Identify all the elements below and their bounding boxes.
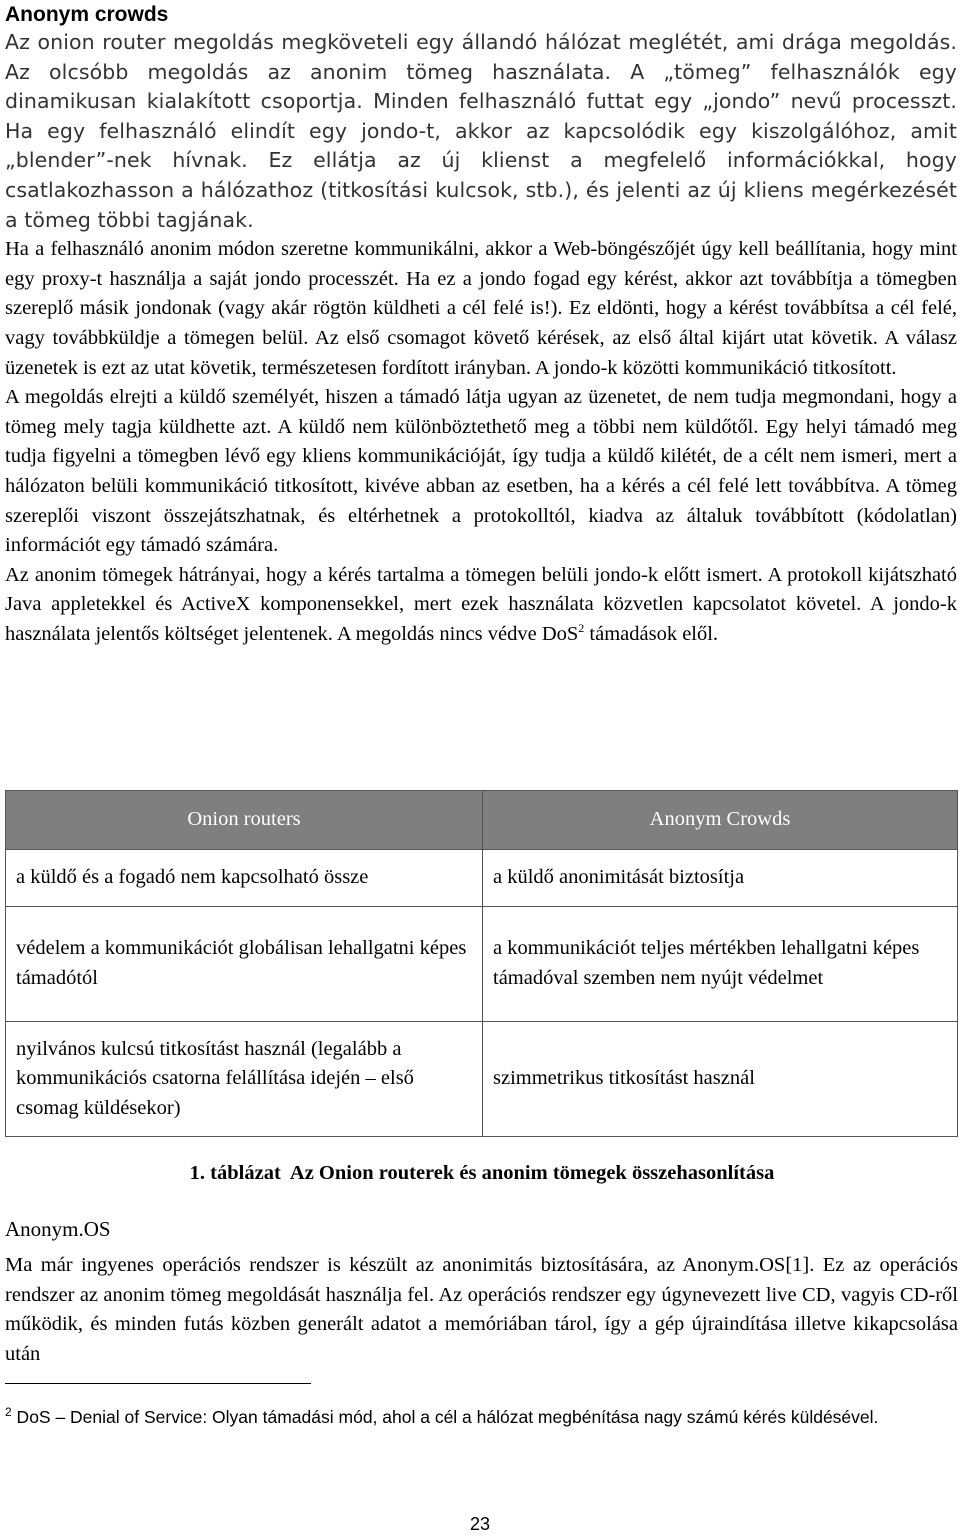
page-body	[5, 0, 957, 649]
paragraph-3: A megoldás elrejti a küldő személyét, hiszen a támadó látja ugyan az üzenetet, de nem tudja megmondani, hogy a tömeg mely tagja küldhette azt. A küldő nem különböztethető meg a többi nem küldőtől. Egy helyi támadó meg tudja figyelni a tömegben lévő egy kliens kommunikációját, így tudja a küldő kilétét, de a célt nem ismeri, mert a hálózaton belüli kommunikáció titkosított, kivéve abban az esetben, ha a kérés a cél felé lett továbbítva. A tömeg szereplői viszont összejátszhatnak, és eltérhetnek a protokolltól, kiadva az általuk továbbított (kódolatlan) információt egy támadó számára.	[5, 386, 957, 557]
table-cell: szimmetrikus titkosítást használ	[483, 1022, 958, 1137]
table-row	[6, 850, 958, 907]
column-header-crowds: Anonym Crowds	[483, 791, 958, 850]
table-cell: a küldő és a fogadó nem kapcsolható össze	[6, 850, 483, 907]
section-title: Anonym crowds	[5, 3, 169, 26]
footnote-mark: 2	[5, 1405, 12, 1420]
table-caption-text: Az Onion routerek és anonim tömegek összehasonlítása	[289, 1162, 775, 1184]
page-number: 23	[469, 1514, 491, 1534]
intro-block	[5, 28, 957, 235]
paragraph-2: Ha a felhasználó anonim módon szeretne kommunikálni, akkor a Web-böngészőjét úgy kell beállítania, hogy mint egy proxy-t használja a saját jondo processzét. Ha ez a jondo fogad egy kérést, akkor azt továbbítja a tömegben szereplő másik jondonak (vagy akár rögtön küldheti a cél felé is!). Ez eldönti, hogy a kérést továbbítsa a cél felé, vagy továbbküldje a tömegen belül. Az első csomagot követő kérések, az első által kijárt utat követik. A válasz üzenetek is ezt az utat követik, természetesen fordított irányban. A jondo-k közötti kommunikáció titkosított.	[5, 238, 957, 379]
table-cell: nyilvános kulcsú titkosítást használ (legalább a kommunikációs csatorna felállítása idején – első csomag küldésekor)	[6, 1022, 483, 1137]
column-header-onion: Onion routers	[6, 791, 483, 850]
paragraph-4	[5, 561, 957, 650]
table-row	[6, 1022, 958, 1137]
paragraph-4-text: Az anonim tömegek hátrányai, hogy a kérés tartalma a tömegen belüli jondo-k előtt ismert. A protokoll kijátszható Java appletekkel és ActiveX komponensekkel, mert ezek használata közvetlen kapcsolatot követel. A jondo-k használata jelentős költséget jelentenek. A megoldás nincs védve DoS	[5, 563, 957, 645]
footnote-text: DoS – Denial of Service: Olyan támadási mód, ahol a cél a hálózat megbénítása nagy számú kérés küldésével.	[11, 1407, 879, 1427]
table-caption-number: 1. táblázat	[189, 1162, 281, 1184]
table-cell: a küldő anonimitását biztosítja	[483, 850, 958, 907]
table-header-row	[6, 791, 958, 850]
table-caption	[0, 1162, 960, 1185]
comparison-table	[5, 790, 958, 1137]
paragraph-4-tail: támadások elől.	[584, 622, 719, 645]
intro-paragraph: Az onion router megoldás megköveteli egy állandó hálózat meglétét, ami drága megoldás. Az olcsóbb megoldás az anonim tömeg használata. A „tömeg” felhasználók egy dinamikusan kialakított csoportja. Minden felhasználó futtat egy „jondo” nevű processzt. Ha egy felhasználó elindít egy jondo-t, akkor az kapcsolódik egy kiszolgálóhoz, amit „blender”-nek hívnak. Ez ellátja az új klienst a megfelelő információkkal, hogy csatlakozhasson a hálózathoz (titkosítási kulcsok, stb.), és jelenti az új kliens megérkezését a tömeg többi tagjának.	[5, 30, 957, 232]
anonym-os-paragraph: Ma már ingyenes operációs rendszer is készült az anonimitás biztosítására, az Anonym.OS[1]. Ez az operációs rendszer az anonim tömeg megoldását használja fel. Az operációs rendszer egy úgynevezett live CD, vagyis CD-ről működik, és minden futás közben generált adatot a memóriában tárol, így a gép újraindítása illetve kikapcsolása után	[5, 1254, 958, 1365]
table-row	[6, 907, 958, 1022]
table-cell: védelem a kommunikációt globálisan lehallgatni képes támadótól	[6, 907, 483, 1022]
footnote-reference[interactable]: 2	[578, 621, 585, 636]
table-cell: a kommunikációt teljes mértékben lehallgatni képes támadóval szemben nem nyújt védelmet	[483, 907, 958, 1022]
footnote	[5, 1400, 958, 1434]
anonym-os-heading: Anonym.OS	[5, 1217, 111, 1241]
footnote-divider	[5, 1383, 311, 1384]
